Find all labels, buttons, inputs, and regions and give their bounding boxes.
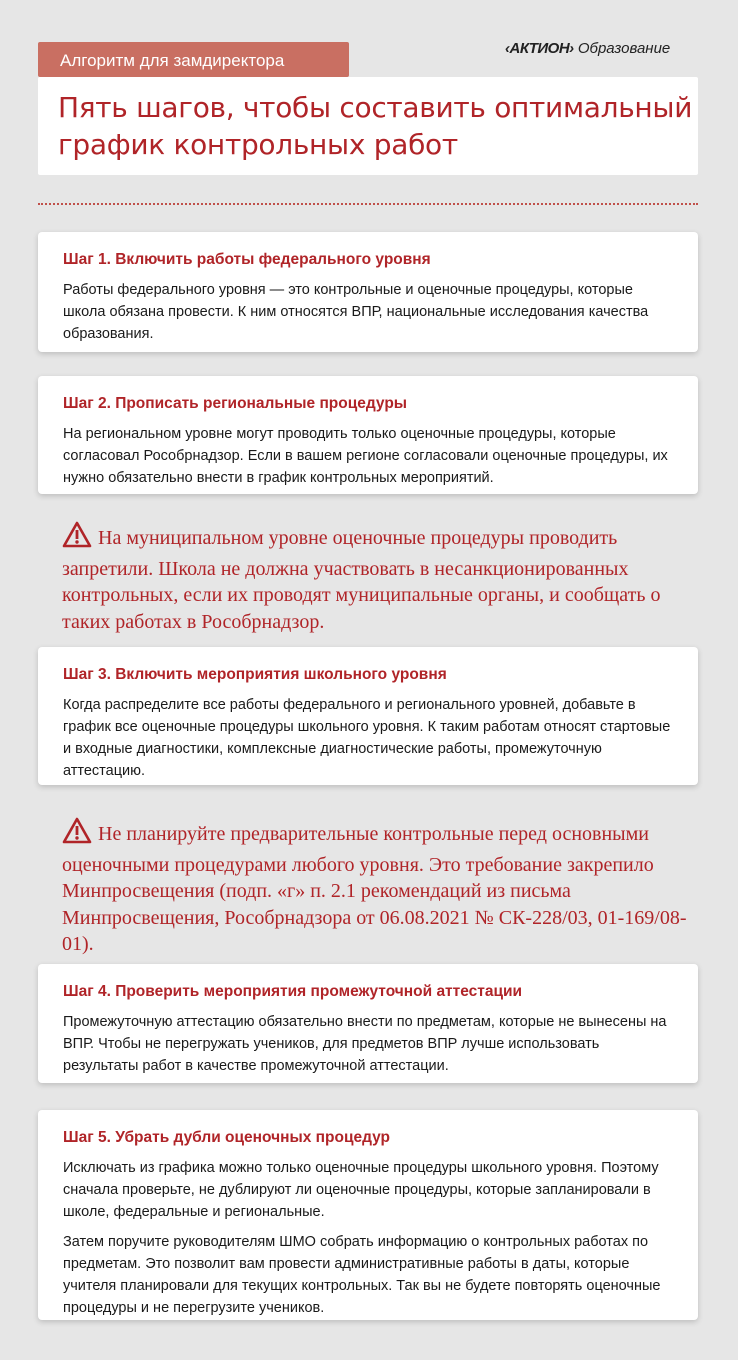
step-text: Когда распределите все работы федерального и регионального уровней, добавьте в график все оценочные процедуры школьного уровня. К таким работам относят стартовые и входные диагностики, комплексные диагностические работы, промежуточную аттестацию. <box>63 697 671 779</box>
step-title: Шаг 5. Убрать дубли оценочных процедур <box>63 1129 390 1146</box>
step-title: Шаг 2. Прописать региональные процедуры <box>63 395 408 412</box>
step-card-2 <box>38 376 698 494</box>
dotted-divider <box>38 203 698 205</box>
section-tag: Алгоритм для замдиректора <box>38 42 349 77</box>
step-text: Исключать из графика можно только оценочные процедуры школьного уровня. Поэтому сначала проверьте, не дублируют ли оценочные процедуры, которые запланировали в школе, федеральные и региональные. <box>63 1160 659 1220</box>
brand-logo <box>505 40 705 62</box>
page-title: Пять шагов, чтобы составить оптимальный график контрольных работ <box>58 91 693 161</box>
step-text: Промежуточную аттестацию обязательно внести по предметам, которые не вынесены на ВПР. Чтобы не перегружать учеников, для предметов ВПР лучше использовать результаты работ в качестве промежуточной аттестации. <box>63 1014 667 1074</box>
title-card <box>38 77 698 175</box>
step-card-4 <box>38 964 698 1083</box>
brand-logo-text: Образование <box>577 40 671 57</box>
warning-note-2 <box>62 817 698 958</box>
warning-note-1 <box>62 521 698 635</box>
step-title: Шаг 3. Включить мероприятия школьного уровня <box>63 666 447 683</box>
step-text: Затем поручите руководителям ШМО собрать информацию о контрольных работах по предметам. Это позволит вам провести административные работы в даты, которые учителя планировали для текущих контрольных. Так вы не будете повторять оценочные процедуры и не перегрузите учеников. <box>63 1234 661 1316</box>
step-text: На региональном уровне могут проводить только оценочные процедуры, которые согласовал Рособрнадзор. Если в вашем регионе согласовали оценочные процедуры, их нужно обязательно внести в график контрольных мероприятий. <box>63 426 668 486</box>
step-title: Шаг 4. Проверить мероприятия промежуточной аттестации <box>63 983 523 1000</box>
warning-text: Не планируйте предварительные контрольные перед основными оценочными процедурами любого уровня. Это требование закрепило Минпросвещения (подп. «г» п. 2.1 рекомендаций из письма Минпросвещения, Рособрнадзора от 06.08.2021 № СК-228/03, 01-169/08-01). <box>62 823 687 955</box>
warning-text: На муниципальном уровне оценочные процедуры проводить запретили. Школа не должна участвовать в несанкционированных контрольных, если их проводят муниципальные органы, и сообщать о таких работах в Рособрнадзор. <box>62 527 661 633</box>
brand-logo-bold: ‹АКТИОН› <box>505 40 574 57</box>
step-card-5 <box>38 1110 698 1320</box>
warning-triangle-icon <box>62 521 92 556</box>
step-title: Шаг 1. Включить работы федерального уровня <box>63 251 431 268</box>
step-text: Работы федерального уровня — это контрольные и оценочные процедуры, которые школа обязана провести. К ним относятся ВПР, национальные исследования качества образования. <box>63 282 649 342</box>
step-card-3 <box>38 647 698 785</box>
warning-triangle-icon <box>62 817 92 852</box>
step-card-1 <box>38 232 698 352</box>
